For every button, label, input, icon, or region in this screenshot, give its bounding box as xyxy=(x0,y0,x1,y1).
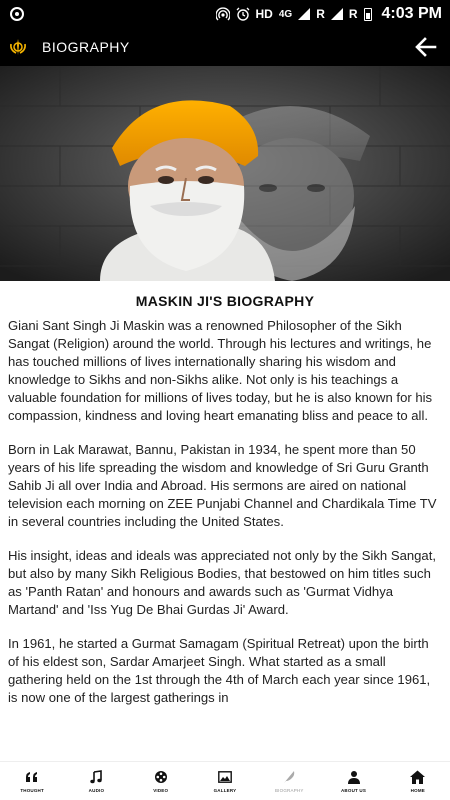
home-icon xyxy=(410,769,426,785)
gallery-icon xyxy=(217,769,233,785)
network-indicator: 4G xyxy=(278,8,293,20)
nav-item-biography[interactable] xyxy=(257,762,321,800)
nav-label: VIDEO xyxy=(153,788,169,793)
nav-item-home[interactable] xyxy=(386,762,450,800)
nav-item-thought[interactable] xyxy=(0,762,64,800)
arrow-left-icon xyxy=(415,36,437,58)
biography-paragraph: His insight, ideas and ideals was appreciated not only by the Sikh Sangat, but also by many Sikh Religious Bodies, that bestowed on him titles such as 'Panth Ratan' and honours and awards such as 'Gurmat Vidhya Martand' and 'Iss Yug De Bhai Gurdas Ji' Award. xyxy=(8,548,436,617)
app-bar xyxy=(0,28,450,66)
status-bar xyxy=(0,0,450,28)
nav-item-audio[interactable] xyxy=(64,762,128,800)
roaming-indicator-2: R xyxy=(348,7,358,21)
biography-heading: MASKIN JI'S BIOGRAPHY xyxy=(135,293,315,309)
nav-label: HOME xyxy=(410,788,425,793)
biography-content[interactable] xyxy=(0,281,450,761)
biography-paragraph: Born in Lak Marawat, Bannu, Pakistan in 1934, he spent more than 50 years of his life spreading the wisdom and knowledge of Sri Guru Granth Sahib Ji all over India and Abroad. His sermons are aired on national television each morning on ZEE Punjabi Channel and Chardikala Time TV in several countries including the United States. xyxy=(8,442,437,529)
roaming-indicator-1: R xyxy=(316,7,325,21)
hotspot-icon xyxy=(216,7,230,21)
nav-label: BIOGRAPHY xyxy=(274,788,304,793)
signal-icon xyxy=(298,8,310,20)
nav-label: ABOUT US xyxy=(340,788,367,793)
hero-portrait-image xyxy=(0,66,450,281)
feather-icon xyxy=(281,769,297,785)
hd-indicator: HD xyxy=(255,7,273,21)
khanda-icon xyxy=(8,37,28,57)
biography-paragraph: In 1961, he started a Gurmat Samagam (Spiritual Retreat) upon the birth of his eldest son, Sardar Amarjeet Singh. What started as a small gathering held on the 1st through the 4th of March each year since 1961, is now one of the largest gatherings in xyxy=(8,636,431,705)
battery-icon xyxy=(364,8,372,21)
nav-label: GALLERY xyxy=(213,788,237,793)
nav-label: AUDIO xyxy=(88,788,105,793)
quote-icon xyxy=(24,769,40,785)
page-title: BIOGRAPHY xyxy=(42,39,130,55)
nav-label: THOUGHT xyxy=(20,788,44,793)
bottom-nav xyxy=(0,761,450,800)
alarm-icon xyxy=(236,7,250,21)
status-left xyxy=(8,7,24,21)
music-note-icon xyxy=(88,769,104,785)
status-right xyxy=(216,5,443,23)
biography-paragraph: Giani Sant Singh Ji Maskin was a renowned Philosopher of the Sikh Sangat (Religion) around the world. Through his lectures and writings, he has touched millions of lives internationally sharing his wisdom and knowledge to Sikhs and non-Sikhs alike. Not only is his teachings a valuable foundation for millions of lives today, but he is also known for his compassion, kindness and loving heart emanating bliss and peace to all. xyxy=(8,318,433,423)
nav-item-gallery[interactable] xyxy=(193,762,257,800)
nav-item-video[interactable] xyxy=(129,762,193,800)
status-time: 4:03 PM xyxy=(381,5,442,22)
nav-item-about-us[interactable] xyxy=(321,762,385,800)
signal-icon-2 xyxy=(331,8,343,20)
back-button[interactable] xyxy=(410,31,442,63)
film-reel-icon xyxy=(153,769,169,785)
notification-dot-icon xyxy=(10,7,24,21)
person-icon xyxy=(346,769,362,785)
